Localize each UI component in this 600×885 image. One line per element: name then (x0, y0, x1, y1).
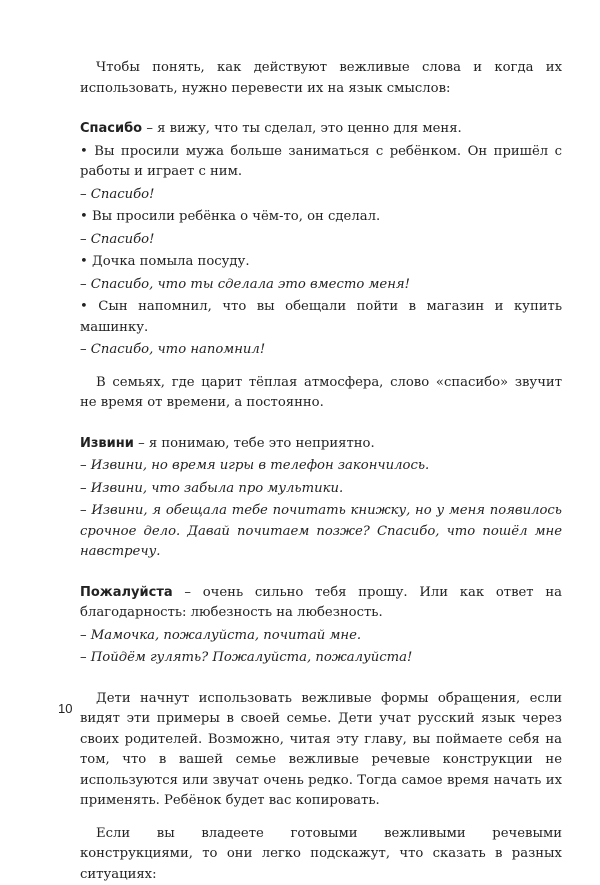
sorry-item-2: – Извини, что забыла про мультики. (80, 479, 562, 500)
thanks-item-4: – Спасибо! (80, 230, 562, 251)
sorry-item-3: – Извини, я обещала тебе почитать книжку, но у меня появилось срочное дело. Давай почитаем позже? Спасибо, что пошёл мне навстречу. (80, 501, 562, 563)
sorry-definition-text: – я понимаю, тебе это неприятно. (134, 436, 375, 451)
please-definition (80, 583, 562, 624)
final-paragraph: Если вы владеете готовыми вежливыми речевыми конструкциями, то они легко подскажут, что сказать в разных ситуациях: (80, 824, 562, 885)
thanks-item-7: • Сын напомнил, что вы обещали пойти в магазин и купить машинку. (80, 297, 562, 338)
children-paragraph: Дети начнут использовать вежливые формы обращения, если видят эти примеры в своей семье. Дети учат русский язык через своих родителей. Возможно, читая эту главу, вы поймаете себя на том, что в вашей семье вежливые речевые конструкции не используются или звучат очень редко. Тогда самое время начать их применять. Ребёнок будет вас копировать. (80, 689, 562, 812)
please-definition-text: – очень сильно тебя прошу. Или как ответ на благодарность: любезность на любезность. (80, 585, 562, 621)
please-item-1: – Мамочка, пожалуйста, почитай мне. (80, 626, 562, 647)
thanks-definition (80, 119, 562, 140)
page-number: 10 (58, 701, 72, 716)
thanks-item-2: – Спасибо! (80, 185, 562, 206)
please-item-2: – Пойдём гулять? Пожалуйста, пожалуйста! (80, 648, 562, 669)
sorry-definition (80, 434, 562, 455)
thanks-note: В семьях, где царит тёплая атмосфера, слово «спасибо» звучит не время от времени, а постоянно. (80, 373, 562, 414)
please-section (80, 583, 562, 669)
sorry-item-1: – Извини, но время игры в телефон закончилось. (80, 456, 562, 477)
intro-paragraph: Чтобы понять, как действуют вежливые слова и когда их использовать, нужно перевести их на язык смыслов: (80, 58, 562, 99)
thanks-item-6: – Спасибо, что ты сделала это вместо меня! (80, 275, 562, 296)
thanks-item-8: – Спасибо, что напомнил! (80, 340, 562, 361)
page-content (80, 58, 562, 885)
thanks-item-5: • Дочка помыла посуду. (80, 252, 562, 273)
thanks-item-3: • Вы просили ребёнка о чём-то, он сделал. (80, 207, 562, 228)
thanks-section (80, 119, 562, 414)
sorry-term: Извини (80, 436, 134, 451)
thanks-term: Спасибо (80, 121, 142, 136)
thanks-item-1: • Вы просили мужа больше заниматься с ребёнком. Он пришёл с работы и играет с ним. (80, 142, 562, 183)
sorry-section (80, 434, 562, 563)
thanks-definition-text: – я вижу, что ты сделал, это ценно для меня. (142, 121, 462, 136)
please-term: Пожалуйста (80, 585, 173, 600)
